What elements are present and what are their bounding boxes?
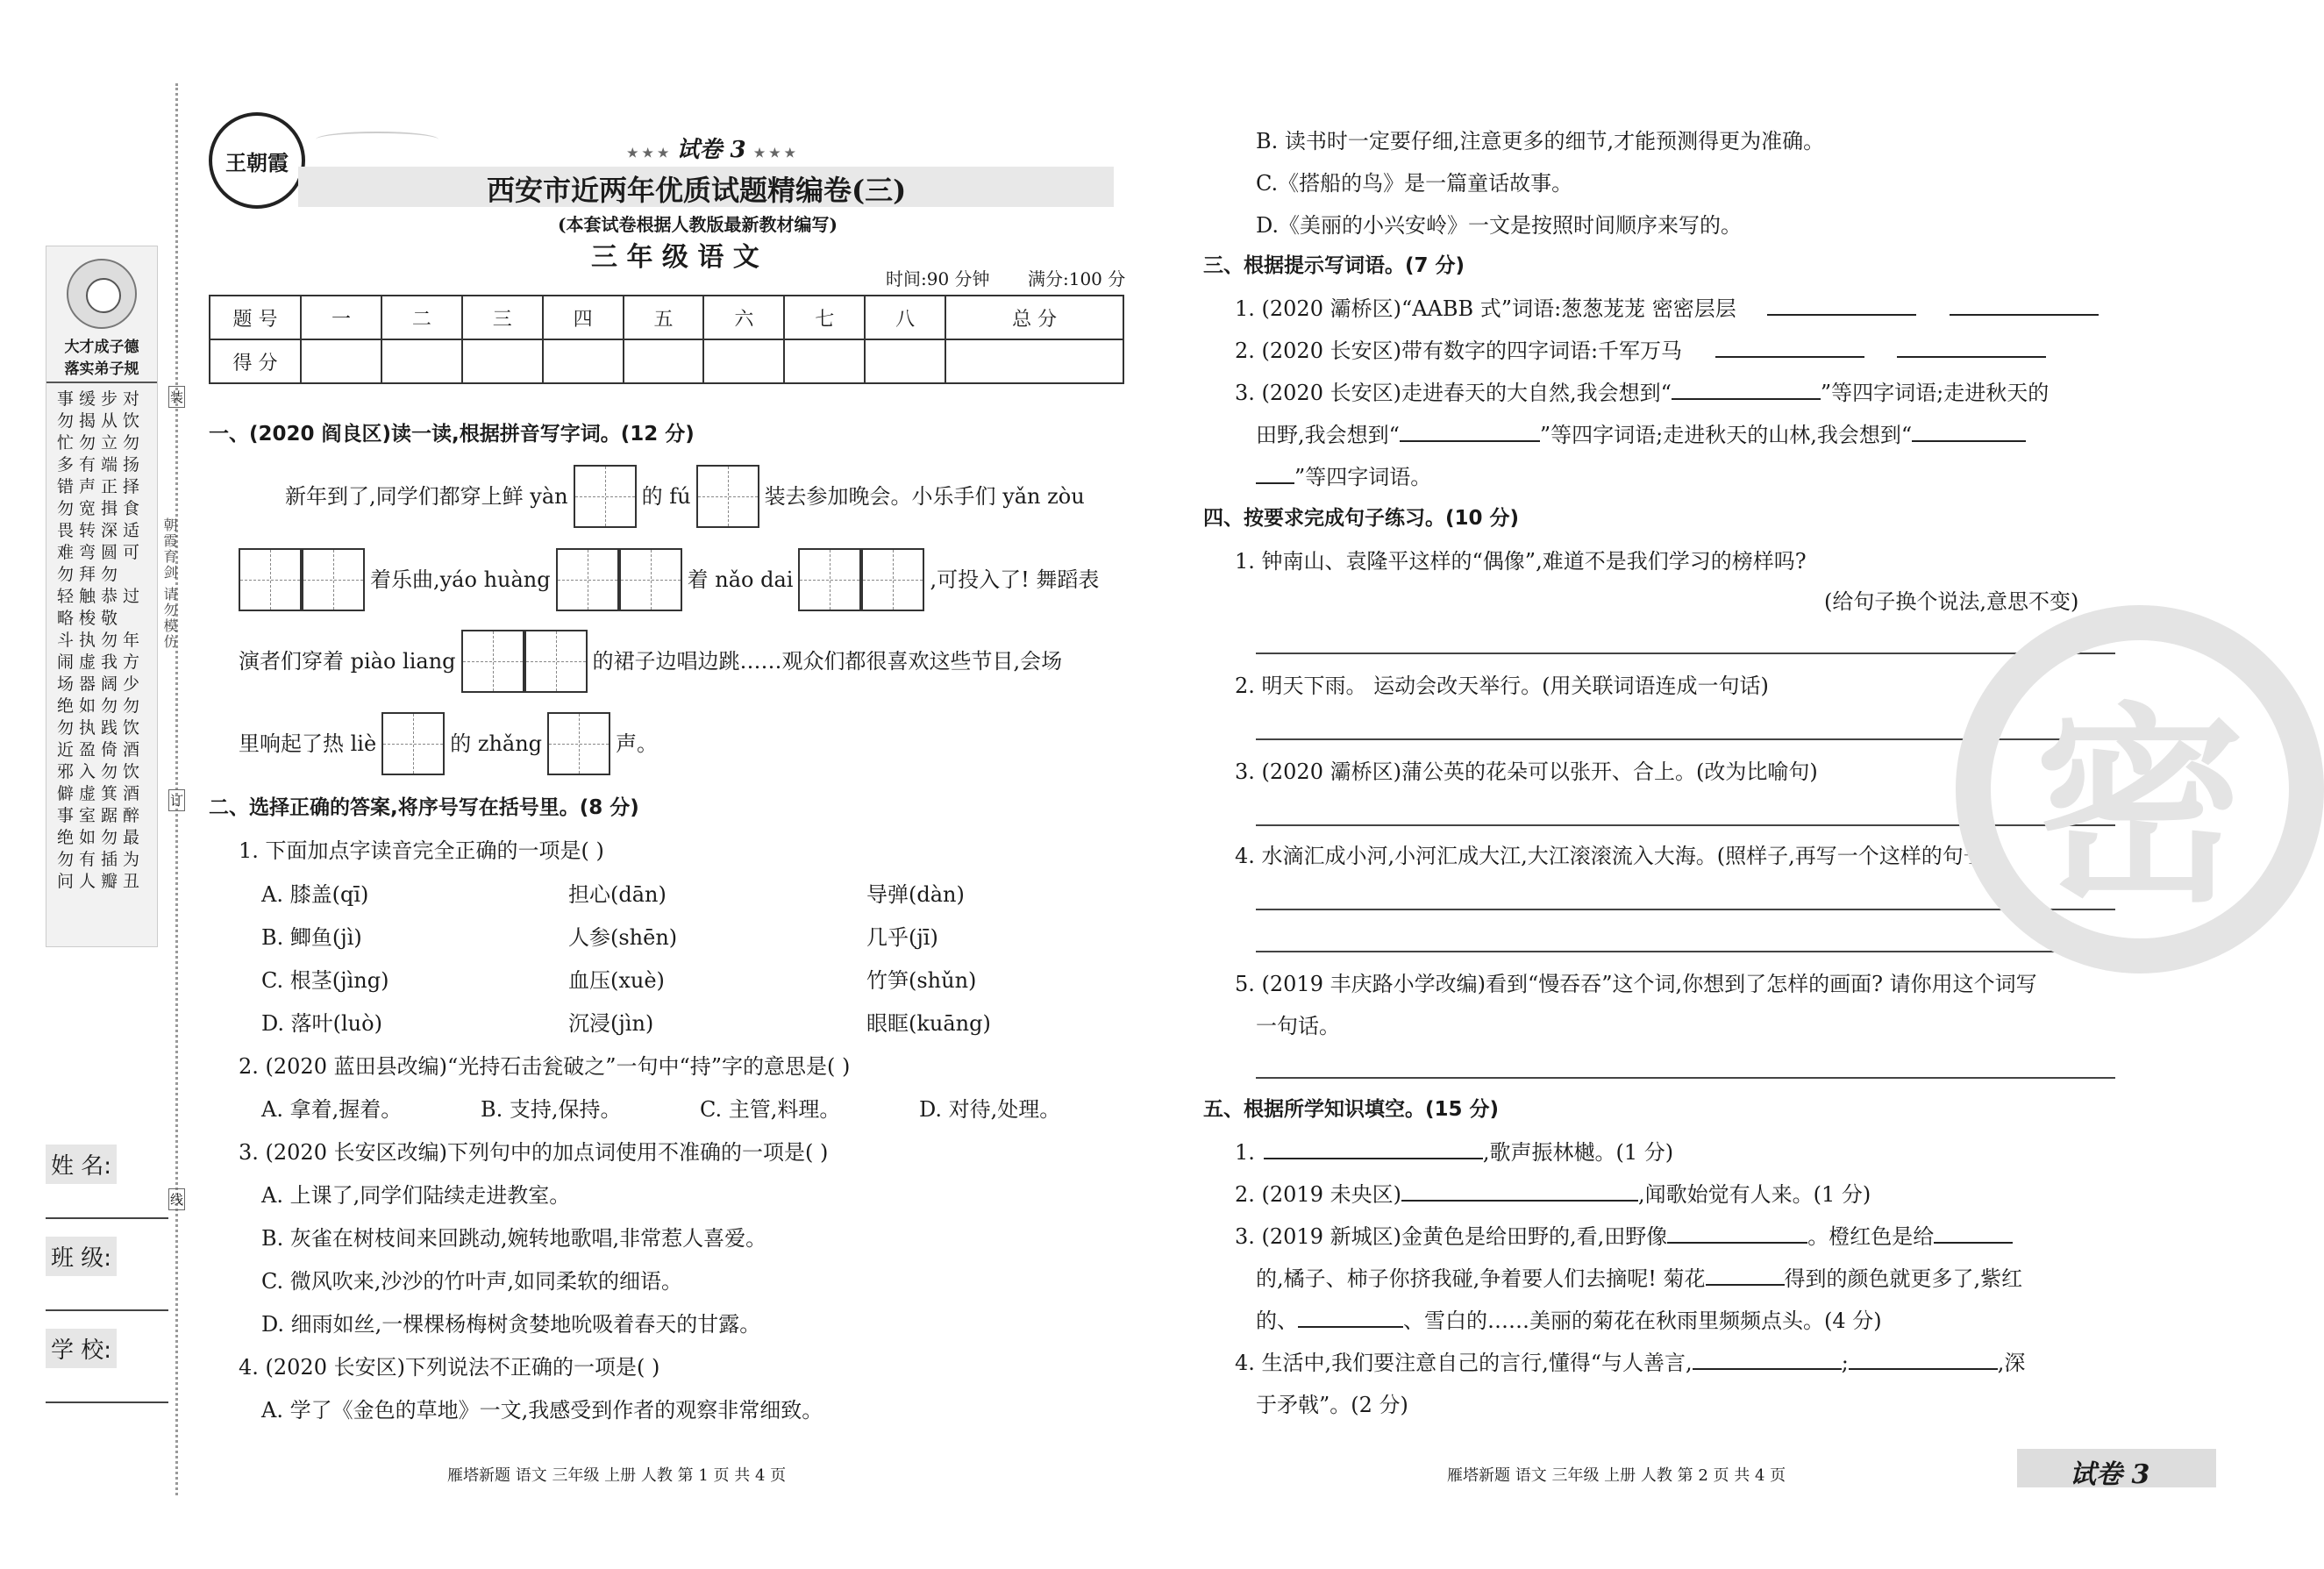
full-score: 满分:100 分 [1028, 268, 1126, 289]
answer-blank[interactable] [1950, 296, 2099, 316]
answer-box[interactable] [798, 548, 861, 611]
answer-blank[interactable] [1693, 1351, 1842, 1370]
stars-right: ★ ★ ★ [753, 146, 796, 160]
s4-q1: 1. 钟南山、袁隆平这样的“偶像”,难道不是我们学习的榜样吗? [1235, 549, 1807, 574]
s4-q5: 5. (2019 丰庆路小学改编)看到“慢吞吞”这个词,你想到了怎样的画面? 请你用这个词写 [1235, 972, 2037, 996]
s4-q5-cont: 一句话。 [1256, 1014, 1340, 1038]
answer-blank[interactable] [1715, 339, 1864, 358]
score-table: 题 号 一 二 三 四 五 六 七 八 总 分 得 分 [209, 295, 1124, 384]
s3-q2: 2. (2020 长安区)带有数字的四字词语:千军万马 [1235, 339, 2046, 364]
s2-q2-option: B. 支持,保持。 [481, 1097, 622, 1122]
answer-line[interactable] [1256, 653, 2115, 654]
s3-q3-end: ”等四字词语。 [1256, 465, 1431, 490]
answer-box[interactable] [619, 548, 682, 611]
s2-q4-option: B. 读书时一定要仔细,注意更多的细节,才能预测得更为准确。 [1256, 129, 1825, 153]
s4-q3: 3. (2020 灞桥区)蒲公英的花朵可以张开、合上。(改为比喻句) [1235, 760, 1818, 784]
sidebar-motto-panel [46, 246, 158, 947]
class-label: 班 级: [46, 1237, 117, 1276]
section-4-heading: 四、按要求完成句子练习。(10 分) [1203, 507, 1520, 530]
seal-label-1: 装 [168, 386, 185, 408]
motto-line-2: 落实弟子规 [46, 356, 157, 383]
s2-q1-option: 担心(dān) [568, 882, 667, 907]
s2-q2-option: C. 主管,料理。 [700, 1097, 841, 1122]
s1-line-2: 着乐曲,yáo huàng 着 nǎo dai ,可投入了! 舞蹈表 [239, 548, 1099, 611]
answer-blank[interactable] [1400, 423, 1540, 442]
answer-box[interactable] [302, 548, 365, 611]
s2-q3-option: D. 细雨如丝,一棵棵杨梅树贪婪地吮吸着春天的甘露。 [261, 1312, 761, 1337]
s4-q2: 2. 明天下雨。 运动会改天举行。(用关联词语连成一句话) [1235, 674, 1769, 698]
exam-number: ★ ★ ★ 试卷 3 ★ ★ ★ [627, 137, 796, 163]
seal-label-3: 线 [168, 1188, 185, 1210]
s2-q1-option: 导弹(dàn) [866, 882, 965, 907]
s2-q4-option: C.《搭船的鸟》是一篇童话故事。 [1256, 171, 1573, 196]
s2-q2: 2. (2020 蓝田县改编)“光持石击瓮破之”一句中“持”字的意思是( ) [239, 1054, 851, 1079]
s2-q2-option: A. 拿着,握着。 [261, 1097, 403, 1122]
subject-title: 三 年 级 语 文 [591, 242, 759, 273]
answer-line[interactable] [1256, 909, 2115, 910]
s2-q3-option: B. 灰雀在树枝间来回跳动,婉转地歌唱,非常惹人喜爱。 [261, 1226, 767, 1251]
answer-blank[interactable] [1401, 1182, 1638, 1202]
s2-q1: 1. 下面加点字读音完全正确的一项是( ) [239, 838, 604, 863]
school-field[interactable] [46, 1329, 168, 1408]
s2-q1-option: D. 落叶(luò) [261, 1011, 382, 1036]
answer-box[interactable] [239, 548, 302, 611]
side-note: 朝霞育剑 请勿模仿 [161, 517, 178, 651]
seal-label-2: 订 [168, 789, 185, 811]
answer-blank[interactable] [1256, 465, 1294, 484]
section-2-heading: 二、选择正确的答案,将序号写在括号里。(8 分) [209, 796, 639, 819]
s2-q2-option: D. 对待,处理。 [919, 1097, 1061, 1122]
answer-line[interactable] [1256, 1077, 2115, 1079]
s2-q4-option: D.《美丽的小兴安岭》一文是按照时间顺序来写的。 [1256, 213, 1743, 238]
mascot-icon [67, 259, 137, 329]
s2-q1-option: 竹笋(shǔn) [866, 968, 977, 993]
answer-blank[interactable] [1849, 1351, 1998, 1370]
s2-q1-option: A. 膝盖(qī) [261, 882, 369, 907]
s5-q2: 2. (2019 未央区) ,闻歌始觉有人来。(1 分) [1235, 1182, 1871, 1207]
name-field[interactable] [46, 1145, 168, 1223]
name-label: 姓 名: [46, 1145, 117, 1184]
s5-q3-end: 的、 、雪白的……美丽的菊花在秋雨里频频点头。(4 分) [1256, 1309, 1882, 1333]
s2-q1-option: B. 鲫鱼(jì) [261, 925, 362, 950]
motto-text: 事缓步对 勿揭从饮 忙勿立勿 多有端扬 错声正择 勿宽揖食 畏转深适 难弯圆可 勿拜勿 轻触恭过 略梭敬 斗执勿年 闹虚我方 场器阔少 绝如勿勿 勿执践饮 近盈倚酒 邪入勿饮 僻虚箕酒 事室踞醉 绝如勿最 勿有插为 问人瓣丑 [57, 389, 146, 891]
s2-q1-option: 沉浸(jìn) [568, 1011, 654, 1036]
s2-q1-option: 几乎(jī) [866, 925, 938, 950]
school-label: 学 校: [46, 1329, 117, 1368]
s3-q3-cont: 田野,我会想到“ ”等四字词语;走进秋天的山林,我会想到“ [1256, 423, 2026, 448]
answer-box[interactable] [556, 548, 619, 611]
section-1-heading: 一、(2020 阎良区)读一读,根据拼音写字词。(12 分) [209, 423, 695, 446]
answer-blank[interactable] [1264, 1140, 1483, 1159]
secret-watermark: 密 [1956, 605, 2324, 973]
s2-q3-option: A. 上课了,同学们陆续走进教室。 [261, 1183, 571, 1208]
answer-box[interactable] [547, 712, 610, 775]
answer-blank[interactable] [1897, 339, 2046, 358]
brand-name: 王朝霞 [225, 149, 289, 175]
answer-blank[interactable] [1767, 296, 1916, 316]
answer-box[interactable] [381, 712, 445, 775]
answer-blank[interactable] [1706, 1266, 1785, 1286]
answer-blank[interactable] [1298, 1309, 1403, 1328]
footer-left: 雁塔新题 语文 三年级 上册 人教 第 1 页 共 4 页 [447, 1466, 787, 1485]
s2-q1-option: C. 根茎(jìng) [261, 968, 389, 993]
answer-blank[interactable] [1672, 381, 1821, 400]
answer-box[interactable] [461, 630, 524, 693]
s2-q4: 4. (2020 长安区)下列说法不正确的一项是( ) [239, 1355, 660, 1380]
answer-box[interactable] [574, 465, 637, 528]
s2-q1-option: 血压(xuè) [568, 968, 665, 993]
s5-q4: 4. 生活中,我们要注意自己的言行,懂得“与人善言, ; ,深 [1235, 1351, 2026, 1375]
header-ribbon [316, 132, 438, 147]
answer-blank[interactable] [1667, 1224, 1807, 1244]
answer-box[interactable] [696, 465, 759, 528]
s5-q3: 3. (2019 新城区)金黄色是给田野的,看,田野像 。橙红色是给 [1235, 1224, 2013, 1250]
s4-q1-note: (给句子换个说法,意思不变) [1824, 589, 2079, 614]
s1-line-3: 演者们穿着 piào liang 的裙子边唱边跳……观众们都很喜欢这些节目,会场 [239, 630, 1062, 693]
motto-line-1: 大才成子德 [64, 339, 139, 356]
s2-q4-option: A. 学了《金色的草地》一文,我感受到作者的观察非常细致。 [261, 1398, 823, 1423]
s2-q3-option: C. 微风吹来,沙沙的竹叶声,如同柔软的细语。 [261, 1269, 683, 1294]
brand-logo [209, 112, 305, 209]
footer-right: 雁塔新题 语文 三年级 上册 人教 第 2 页 共 4 页 [1447, 1466, 1786, 1485]
s4-q4: 4. 水滴汇成小河,小河汇成大江,大江滚滚流入大海。(照样子,再写一个这样的句子) [1235, 844, 1993, 868]
s1-line-1: 新年到了,同学们都穿上鲜 yàn 的 fú 装去参加晚会。小乐手们 yǎn zòu [285, 465, 1085, 528]
stars-left: ★ ★ ★ [627, 146, 669, 160]
s2-q1-option: 人参(shēn) [568, 925, 678, 950]
s2-q3: 3. (2020 长安区改编)下列句中的加点词使用不准确的一项是( ) [239, 1140, 829, 1165]
s2-q1-option: 眼眶(kuāng) [866, 1011, 991, 1036]
exam-time: 时间:90 分钟 [886, 268, 990, 289]
exam-title: 西安市近两年优质试题精编卷(三) [487, 174, 907, 207]
s1-line-4: 里响起了热 liè 的 zhǎng 声。 [239, 712, 658, 775]
s5-q3-cont: 的,橘子、柿子你挤我碰,争着要人们去摘呢! 菊花 得到的颜色就更多了,紫红 [1256, 1266, 2023, 1291]
s5-q4-end: 于矛戟”。(2 分) [1256, 1393, 1408, 1417]
class-field[interactable] [46, 1237, 168, 1316]
s5-q1: 1. ,歌声振林樾。(1 分) [1235, 1140, 1674, 1165]
answer-blank[interactable] [1934, 1224, 2013, 1244]
s3-q3: 3. (2020 长安区)走进春天的大自然,我会想到“ ”等四字词语;走进秋天的 [1235, 381, 2050, 405]
answer-line[interactable] [1256, 951, 2115, 952]
s3-q1: 1. (2020 灞桥区)“AABB 式”词语:葱葱茏茏 密密层层 [1235, 296, 2099, 322]
exam-subtitle: (本套试卷根据人教版最新教材编写) [558, 214, 838, 235]
answer-box[interactable] [861, 548, 924, 611]
answer-box[interactable] [524, 630, 588, 693]
answer-blank[interactable] [1912, 423, 2026, 442]
section-5-heading: 五、根据所学知识填空。(15 分) [1203, 1098, 1500, 1121]
section-3-heading: 三、根据提示写词语。(7 分) [1203, 254, 1465, 277]
footer-tag: 试卷 3 [2070, 1459, 2150, 1490]
